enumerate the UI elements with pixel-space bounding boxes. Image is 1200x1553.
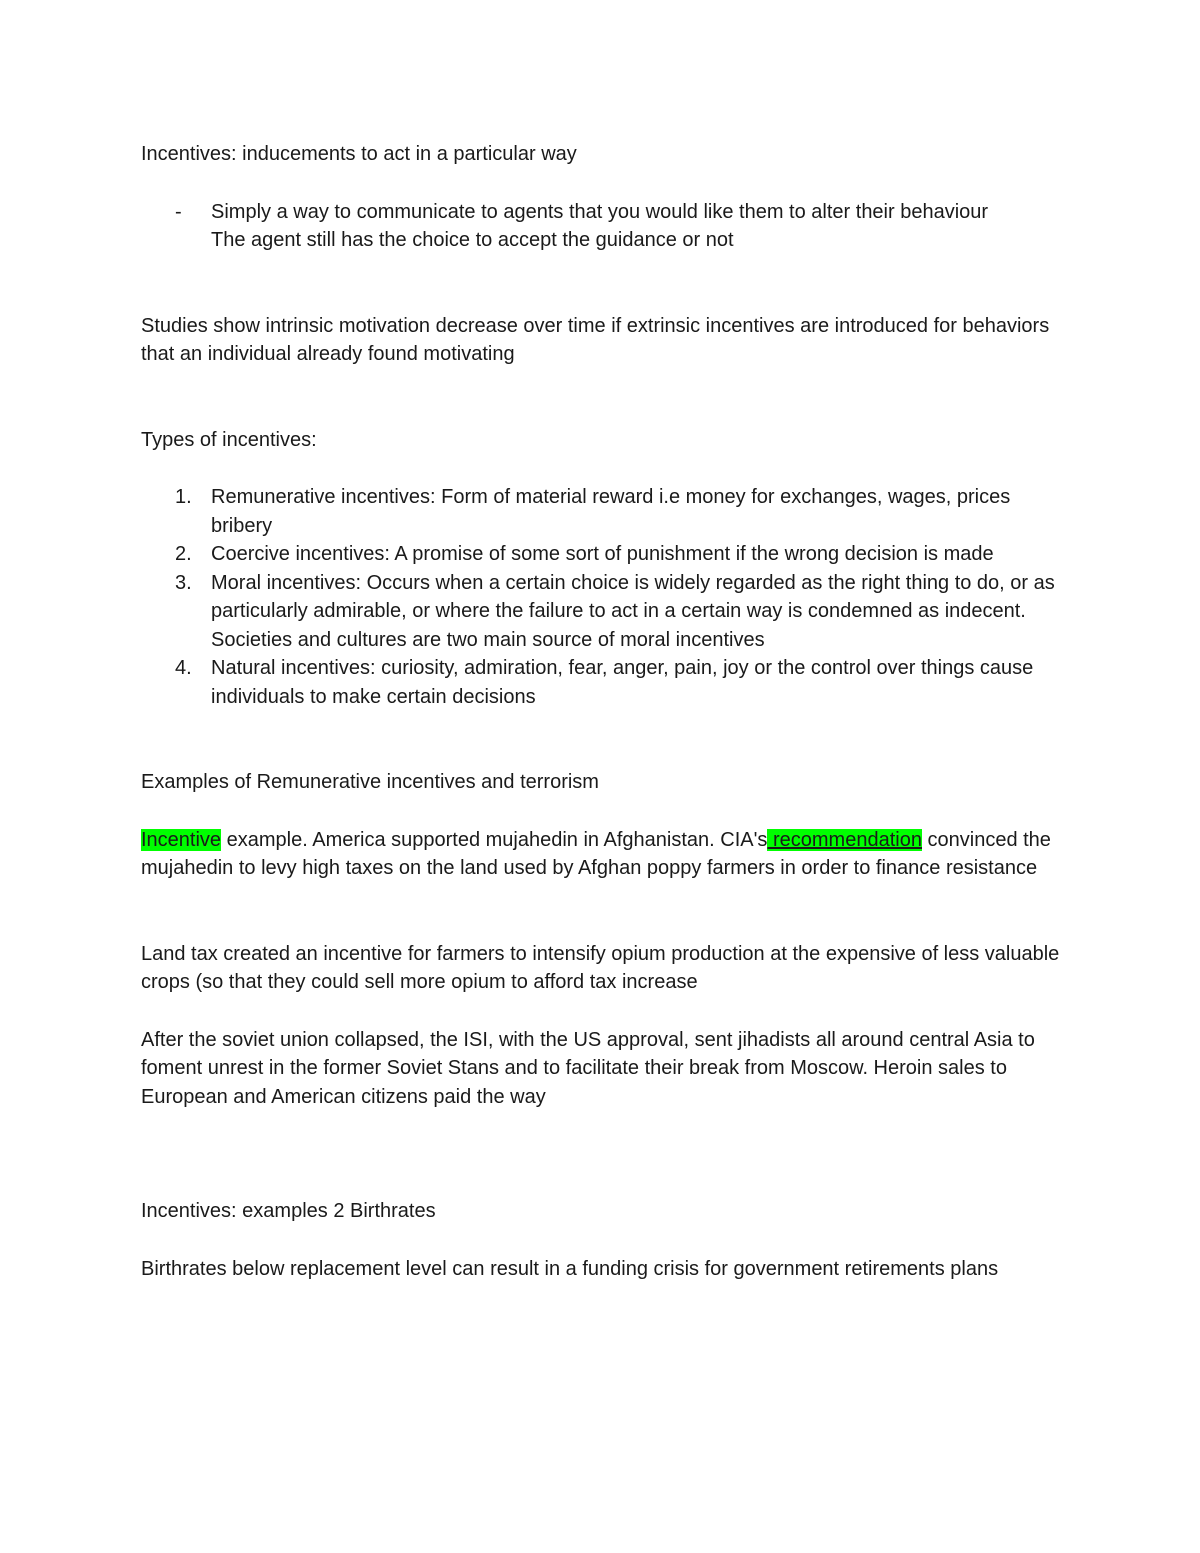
section-heading-examples: Examples of Remunerative incentives and terrorism xyxy=(141,771,599,793)
document-page xyxy=(141,140,1071,1283)
paragraph-example xyxy=(141,826,1071,883)
list-number: 1. xyxy=(175,486,192,508)
spacer xyxy=(141,883,1071,940)
section-heading-incentives: Incentives: inducements to act in a particular way xyxy=(141,143,577,165)
bullet-list xyxy=(141,198,1071,255)
spacer xyxy=(141,797,1071,826)
section-heading-types: Types of incentives: xyxy=(141,428,317,451)
spacer xyxy=(141,997,1071,1026)
list-item xyxy=(141,540,1071,569)
list-number: 2. xyxy=(175,543,192,565)
paragraph-soviet: After the soviet union collapsed, the ISI, with the US approval, sent jihadists all around central Asia to foment unrest in the former Soviet Stans and to facilitate their break from Moscow. Heroin sales to European and American citizens paid the way xyxy=(141,1028,1035,1108)
example-text: example. America supported mujahedin in Afghanistan. CIA's xyxy=(221,828,768,851)
list-item xyxy=(141,569,1071,655)
spacer xyxy=(141,169,1071,198)
list-item xyxy=(141,483,1071,540)
spacer xyxy=(141,1111,1071,1197)
paragraph-studies: Studies show intrinsic motivation decrease over time if extrinsic incentives are introduced for behaviors that an individual already found motivating xyxy=(141,314,1050,365)
highlighted-text: Incentive xyxy=(141,828,222,851)
spacer xyxy=(141,454,1071,483)
list-item xyxy=(141,198,1071,255)
list-number: 3. xyxy=(175,571,192,594)
list-item-text: Moral incentives: Occurs when a certain choice is widely regarded as the right thing to do, or as particularly admirable, or where the failure to act in a certain way is condemned as indecent. Societies and cultures are two main source of moral incentives xyxy=(211,571,1055,651)
bullet-text-line1: Simply a way to communicate to agents that you would like them to alter their behaviour xyxy=(211,200,989,223)
paragraph-birthrates: Birthrates below replacement level can result in a funding crisis for government retirements plans xyxy=(141,1257,999,1280)
spacer xyxy=(141,711,1071,768)
spacer xyxy=(141,1226,1071,1255)
spacer xyxy=(141,255,1071,312)
list-item-text: Coercive incentives: A promise of some sort of punishment if the wrong decision is made xyxy=(211,543,994,565)
example-text: convinced the mujahedin to levy high taxes on the land used by Afghan poppy farmers in order to finance resistance xyxy=(141,828,1051,879)
bullet-text-line2: The agent still has the choice to accept the guidance or not xyxy=(211,229,734,251)
spacer xyxy=(141,369,1071,426)
numbered-list xyxy=(141,483,1071,711)
section-heading-birthrates: Incentives: examples 2 Birthrates xyxy=(141,1200,436,1222)
list-item xyxy=(141,654,1071,711)
bullet-marker: - xyxy=(175,200,182,223)
list-number: 4. xyxy=(175,657,192,679)
list-item-text: Remunerative incentives: Form of material reward i.e money for exchanges, wages, prices bribery xyxy=(211,486,1011,537)
highlighted-text: recommendation xyxy=(767,828,922,851)
list-item-text: Natural incentives: curiosity, admiration, fear, anger, pain, joy or the control over things cause individuals to make certain decisions xyxy=(211,657,1034,708)
paragraph-land-tax: Land tax created an incentive for farmers to intensify opium production at the expensive of less valuable crops (so that they could sell more opium to afford tax increase xyxy=(141,942,1060,993)
